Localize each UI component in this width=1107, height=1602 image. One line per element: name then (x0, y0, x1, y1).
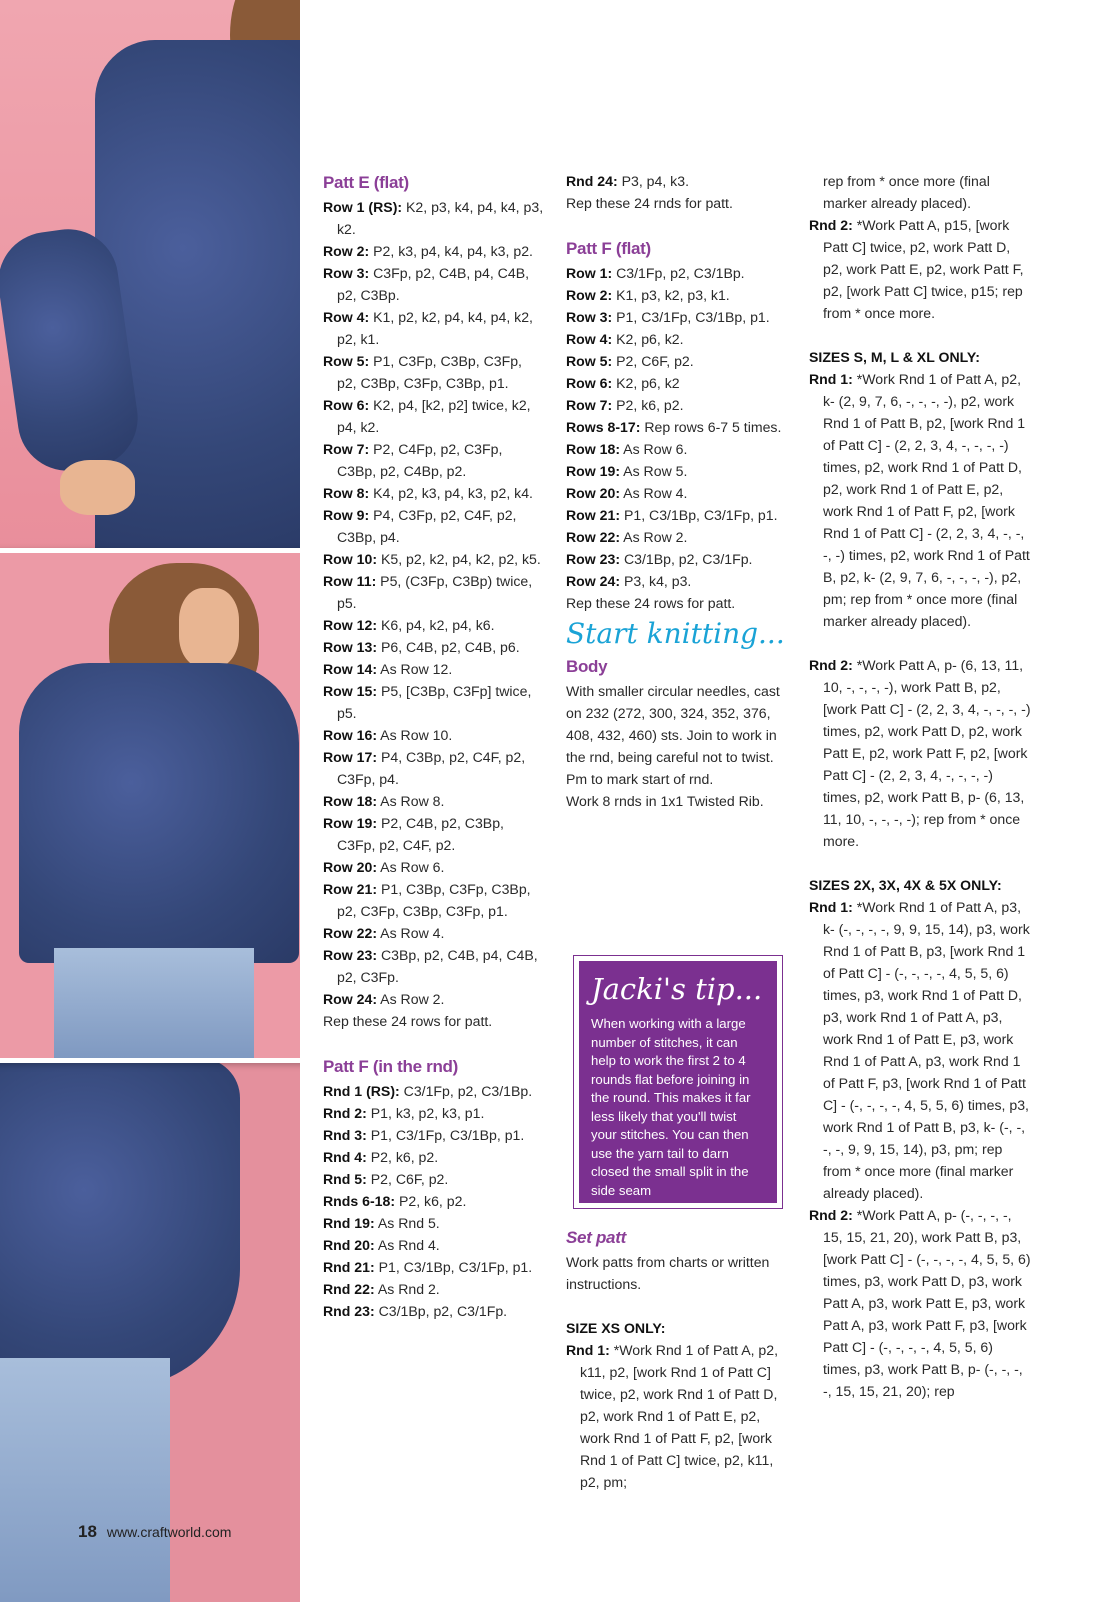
row-instruction: C3/1Fp, p2, C3/1Bp. (612, 265, 745, 281)
model-photo-middle (0, 548, 300, 1063)
row-label: Rnd 3: (323, 1127, 367, 1143)
pattern-row (323, 636, 545, 658)
model-hand (60, 460, 135, 515)
pattern-row (323, 1080, 545, 1102)
row-instruction: As Row 6. (620, 441, 688, 457)
row-label: Rnd 4: (323, 1149, 367, 1165)
spacer (323, 1032, 545, 1054)
row-label: Row 15: (323, 683, 378, 699)
section-heading: Set patt (566, 1228, 626, 1247)
pattern-row (323, 570, 545, 614)
pattern-row (566, 570, 791, 592)
pattern-row (566, 170, 791, 192)
spacer (566, 1295, 791, 1317)
row-label: Row 3: (566, 309, 613, 325)
spacer (809, 852, 1033, 874)
row-label: Row 5: (323, 353, 370, 369)
row-instruction: *Work Rnd 1 of Patt A, p2, k11, p2, [work Rnd 1 of Patt C] twice, p2, work Rnd 1 of Patt D, p2, work Rnd 1 of Patt E, p2, work Rnd 1 of Patt F, p2, [work Rnd 1 of Patt C] twice, p2, k11, p2, pm; (580, 1342, 779, 1490)
row-label: Rnd 21: (323, 1259, 375, 1275)
row-label: Rnd 2: (809, 657, 853, 673)
row-instruction: As Row 10. (377, 727, 453, 743)
row-instruction: As Rnd 2. (374, 1281, 440, 1297)
row-label: Rnd 19: (323, 1215, 375, 1231)
pattern-row (566, 306, 791, 328)
pattern-row (566, 350, 791, 372)
pattern-row (566, 548, 791, 570)
row-instruction: K1, p3, k2, p3, k1. (612, 287, 730, 303)
pattern-row (323, 262, 545, 306)
section-heading: Patt F (flat) (566, 239, 651, 258)
row-label: Row 23: (323, 947, 378, 963)
model-sweater (19, 663, 299, 963)
row-label: Rnd 5: (323, 1171, 367, 1187)
row-instruction: K6, p4, k2, p4, k6. (377, 617, 495, 633)
row-instruction: C3Bp, p2, C4B, p4, C4B, p2, C3Fp. (337, 947, 538, 985)
size-heading: SIZE XS ONLY: (566, 1320, 666, 1336)
row-instruction: P3, p4, k3. (617, 173, 689, 189)
row-instruction: P4, C3Fp, p2, C4F, p2, C3Bp, p4. (337, 507, 517, 545)
row-label: Rnd 22: (323, 1281, 375, 1297)
pattern-row (323, 1146, 545, 1168)
row-instruction: C3/1Bp, p2, C3/1Fp. (374, 1303, 508, 1319)
pattern-row (566, 262, 791, 284)
tip-title: Jacki's tip... (591, 972, 763, 1006)
row-instruction: P2, C4B, p2, C3Bp, C3Fp, p2, C4F, p2. (337, 815, 504, 853)
row-label: Rnd 1: (809, 371, 853, 387)
pattern-row (566, 1339, 791, 1493)
pattern-row (323, 1256, 545, 1278)
pattern-row (809, 654, 1033, 852)
pattern-row (323, 658, 545, 680)
row-label: Row 4: (566, 331, 613, 347)
pattern-row (566, 372, 791, 394)
row-instruction: As Row 12. (377, 661, 453, 677)
row-instruction: P2, k3, p4, k4, p4, k3, p2. (369, 243, 533, 259)
column-2 (566, 170, 791, 812)
row-label: Rnds 6-18: (323, 1193, 396, 1209)
row-label: Rnd 24: (566, 173, 618, 189)
row-instruction: As Row 8. (377, 793, 445, 809)
pattern-row (323, 988, 545, 1010)
row-instruction: P2, C6F, p2. (366, 1171, 449, 1187)
row-instruction: K2, p6, k2. (612, 331, 684, 347)
row-instruction: P3, k4, p3. (620, 573, 692, 589)
size-heading: SIZES S, M, L & XL ONLY: (809, 349, 980, 365)
row-instruction: As Rnd 5. (374, 1215, 440, 1231)
row-label: Row 24: (323, 991, 378, 1007)
row-instruction: P2, C6F, p2. (612, 353, 694, 369)
row-label: Row 11: (323, 573, 377, 589)
row-label: Row 20: (566, 485, 621, 501)
column-1 (323, 170, 545, 1322)
pattern-row (323, 790, 545, 812)
row-instruction: P2, k6, p2. (366, 1149, 439, 1165)
row-label: Row 22: (566, 529, 621, 545)
row-instruction: *Work Patt A, p15, [work Patt C] twice, p2, work Patt D, p2, work Patt E, p2, work Patt F, p2, [work Patt C] twice, p15; rep from * once more. (823, 217, 1024, 321)
row-label: Row 7: (566, 397, 613, 413)
row-label: Rnd 1: (809, 899, 853, 915)
paragraph: Rep these 24 rows for patt. (323, 1013, 493, 1029)
column-2-lower (566, 1225, 791, 1493)
row-instruction: P2, k6, p2. (395, 1193, 467, 1209)
model-jeans (0, 1358, 170, 1602)
row-label: Row 23: (566, 551, 621, 567)
row-label: Row 21: (566, 507, 621, 523)
model-photo-top (0, 0, 300, 555)
row-label: Row 19: (323, 815, 378, 831)
page-number: 18 (78, 1522, 97, 1541)
pattern-row (566, 438, 791, 460)
paragraph: With smaller circular needles, cast on 232 (272, 300, 324, 352, 376, 408, 432, 460) sts. Join to work in the rnd, being careful not to twist. Pm to mark start of rnd. (566, 683, 780, 787)
pattern-row (323, 1190, 545, 1212)
row-label: Row 18: (566, 441, 621, 457)
row-instruction: As Row 4. (377, 925, 445, 941)
model-sleeve-closeup (0, 1058, 240, 1388)
pattern-row (323, 306, 545, 350)
pattern-row (566, 526, 791, 548)
pattern-row (323, 724, 545, 746)
row-instruction: K5, p2, k2, p4, k2, p2, k5. (377, 551, 541, 567)
row-label: Rnd 2: (809, 1207, 853, 1223)
model-jeans (54, 948, 254, 1058)
row-instruction: P5, (C3Fp, C3Bp) twice, p5. (337, 573, 533, 611)
pattern-row (566, 504, 791, 526)
paragraph: Work 8 rnds in 1x1 Twisted Rib. (566, 793, 764, 809)
row-instruction: P1, k3, p2, k3, p1. (366, 1105, 485, 1121)
pattern-row (323, 482, 545, 504)
row-instruction: P4, C3Bp, p2, C4F, p2, C3Fp, p4. (337, 749, 526, 787)
row-label: Row 19: (566, 463, 621, 479)
section-heading: Patt F (in the rnd) (323, 1057, 459, 1076)
spacer (809, 632, 1033, 654)
tip-box (574, 956, 782, 1208)
row-label: Row 14: (323, 661, 378, 677)
pattern-row (566, 416, 791, 438)
photo-column (0, 0, 300, 1602)
row-instruction: K2, p4, [k2, p2] twice, k2, p4, k2. (337, 397, 531, 435)
row-instruction: K1, p2, k2, p4, k4, p4, k2, p2, k1. (337, 309, 533, 347)
row-label: Row 22: (323, 925, 378, 941)
pattern-row (323, 1300, 545, 1322)
row-instruction: P6, C4B, p2, C4B, p6. (377, 639, 520, 655)
row-label: Row 12: (323, 617, 378, 633)
pattern-row (323, 1168, 545, 1190)
row-instruction: As Rnd 4. (374, 1237, 440, 1253)
row-label: Row 2: (323, 243, 370, 259)
row-label: Row 20: (323, 859, 378, 875)
row-label: Rnd 23: (323, 1303, 375, 1319)
row-label: Row 3: (323, 265, 370, 281)
row-instruction: P1, C3Fp, C3Bp, C3Fp, p2, C3Bp, C3Fp, C3Bp, p1. (337, 353, 522, 391)
pattern-row (566, 482, 791, 504)
pattern-row (566, 328, 791, 350)
row-label: Rnd 1 (RS): (323, 1083, 400, 1099)
section-heading: Body (566, 657, 608, 676)
row-label: Row 1 (RS): (323, 199, 403, 215)
pattern-row (323, 680, 545, 724)
pattern-row (323, 1102, 545, 1124)
row-label: Rows 8-17: (566, 419, 641, 435)
pattern-row (809, 214, 1033, 324)
row-instruction: As Row 2. (620, 529, 688, 545)
paragraph: Rep these 24 rows for patt. (566, 595, 736, 611)
spacer (809, 324, 1033, 346)
row-label: Row 17: (323, 749, 378, 765)
row-label: Rnd 2: (809, 217, 853, 233)
row-instruction: K2, p3, k4, p4, k4, p3, k2. (337, 199, 544, 237)
pattern-row (323, 878, 545, 922)
pattern-row (323, 1278, 545, 1300)
model-photo-bottom (0, 1058, 300, 1602)
row-instruction: As Row 5. (620, 463, 688, 479)
row-label: Row 13: (323, 639, 378, 655)
row-label: Rnd 20: (323, 1237, 375, 1253)
pattern-row (323, 350, 545, 394)
pattern-row (323, 240, 545, 262)
pattern-row (323, 196, 545, 240)
row-instruction: K4, p2, k3, p4, k3, p2, k4. (369, 485, 533, 501)
row-label: Row 5: (566, 353, 613, 369)
row-label: Row 8: (323, 485, 370, 501)
pattern-row (323, 944, 545, 988)
row-label: Row 21: (323, 881, 378, 897)
pattern-row (323, 614, 545, 636)
row-label: Row 2: (566, 287, 613, 303)
row-instruction: P1, C3/1Bp, C3/1Fp, p1. (374, 1259, 533, 1275)
row-label: Row 4: (323, 309, 370, 325)
row-instruction: K2, p6, k2 (612, 375, 680, 391)
pattern-row (809, 1204, 1033, 1402)
row-instruction: C3/1Fp, p2, C3/1Bp. (399, 1083, 533, 1099)
row-instruction: C3/1Bp, p2, C3/1Fp. (620, 551, 753, 567)
row-instruction: *Work Patt A, p- (-, -, -, -, 15, 15, 21, 20), work Patt B, p3, [work Patt C] - (-, -, -, -, 4, 5, 5, 6) times, p3, work Patt D, p3, work Patt A, p3, work Patt E, p3, work Patt A, p3, work Patt F, p3, [work Patt C] - (-, -, -, -, 4, 5, 5, 6) times, p3, work Patt B, p- (-, -, -, -, 15, 15, 21, 20); rep (823, 1207, 1031, 1399)
page-footer (78, 1522, 231, 1542)
paragraph: Work patts from charts or written instructions. (566, 1254, 770, 1292)
row-label: Row 6: (323, 397, 370, 413)
pattern-row (809, 368, 1033, 632)
row-instruction: As Row 2. (377, 991, 445, 1007)
section-heading: Patt E (flat) (323, 173, 409, 192)
row-instruction: P2, k6, p2. (612, 397, 684, 413)
size-heading: SIZES 2X, 3X, 4X & 5X ONLY: (809, 877, 1002, 893)
pattern-row (323, 812, 545, 856)
pattern-row (566, 460, 791, 482)
pattern-row (323, 548, 545, 570)
row-instruction: C3Fp, p2, C4B, p4, C4B, p2, C3Bp. (337, 265, 530, 303)
pattern-row (323, 504, 545, 548)
pattern-row (323, 438, 545, 482)
pattern-row (323, 1124, 545, 1146)
row-instruction: As Row 6. (377, 859, 445, 875)
pattern-row (809, 896, 1033, 1204)
row-instruction: Rep rows 6-7 5 times. (640, 419, 782, 435)
row-label: Row 10: (323, 551, 378, 567)
pattern-row (323, 1212, 545, 1234)
row-label: Row 24: (566, 573, 621, 589)
row-label: Row 1: (566, 265, 613, 281)
website-text: www.craftworld.com (106, 1524, 232, 1540)
row-instruction: P5, [C3Bp, C3Fp] twice, p5. (337, 683, 532, 721)
paragraph: Rep these 24 rnds for patt. (566, 195, 733, 211)
row-instruction: *Work Rnd 1 of Patt A, p2, k- (2, 9, 7, 6, -, -, -, -), p2, work Rnd 1 of Patt B, p2, [work Rnd 1 of Patt C] - (2, 2, 3, 4, -, -, -, -) times, p2, work Rnd 1 of Patt D, p2, work Rnd 1 of Patt E, p2, work Rnd 1 of Patt F, p2, [work Rnd 1 of Patt C] - (2, 2, 3, 4, -, -, -, -) times, p2, work Rnd 1 of Patt B, p2, k- (2, 9, 7, 6, -, -, -, -), p2, pm; rep from * once more (final marker already placed). (823, 371, 1030, 629)
start-knitting-heading: Start knitting... (566, 617, 785, 650)
row-label: Rnd 1: (566, 1342, 610, 1358)
row-label: Row 9: (323, 507, 370, 523)
row-instruction: *Work Rnd 1 of Patt A, p3, k- (-, -, -, -, 9, 9, 15, 14), p3, work Rnd 1 of Patt B, p3, [work Rnd 1 of Patt C] - (-, -, -, -, 4, 5, 5, 6) times, p3, work Rnd 1 of Patt D, p3, work Rnd 1 of Patt A, p3, work Rnd 1 of Patt E, p3, work Rnd 1 of Patt A, p3, work Rnd 1 of Patt F, p3, [work Rnd 1 of Patt C] - (-, -, -, -, 4, 5, 5, 6) times, p3, work Rnd 1 of Patt B, p3, k- (-, -, -, -, 9, 9, 15, 14), p3, pm; rep from * once more (final marker already placed). (823, 899, 1030, 1201)
pattern-row (566, 394, 791, 416)
row-label: Row 18: (323, 793, 378, 809)
row-instruction: As Row 4. (620, 485, 688, 501)
row-instruction: P1, C3/1Fp, C3/1Bp, p1. (366, 1127, 525, 1143)
row-instruction: *Work Patt A, p- (6, 13, 11, 10, -, -, -, -), work Patt B, p2, [work Patt C] - (2, 2, 3, 4, -, -, -, -) times, p2, work Patt D, p2, work Patt E, p2, work Patt F, p2, [work Patt C] - (2, 2, 3, 4, -, -, -, -) times, p2, work Patt B, p- (6, 13, 11, 10, -, -, -, -); rep from * once more. (823, 657, 1031, 849)
tip-text: When working with a large number of stitches, it can help to work the first 2 to 4 rounds flat before joining in the round. This makes it far less likely that you'll twist your stitches. You can then use the yarn tail to darn closed the small split in the side seam (591, 1016, 751, 1198)
row-instruction: P1, C3/1Bp, C3/1Fp, p1. (620, 507, 778, 523)
row-instruction: P1, C3Bp, C3Fp, C3Bp, p2, C3Fp, C3Bp, C3Fp, p1. (337, 881, 531, 919)
pattern-row (323, 1234, 545, 1256)
spacer (566, 214, 791, 236)
row-label: Row 6: (566, 375, 613, 391)
pattern-row (323, 746, 545, 790)
row-instruction: P2, C4Fp, p2, C3Fp, C3Bp, p2, C4Bp, p2. (337, 441, 503, 479)
paragraph-continued: rep from * once more (final marker already placed). (823, 173, 990, 211)
pattern-row (323, 856, 545, 878)
row-label: Row 16: (323, 727, 378, 743)
pattern-row (566, 284, 791, 306)
row-instruction: P1, C3/1Fp, C3/1Bp, p1. (612, 309, 770, 325)
row-label: Rnd 2: (323, 1105, 367, 1121)
row-label: Row 7: (323, 441, 370, 457)
model-face (179, 588, 239, 668)
column-3 (809, 170, 1033, 1402)
pattern-row (323, 394, 545, 438)
pattern-row (323, 922, 545, 944)
